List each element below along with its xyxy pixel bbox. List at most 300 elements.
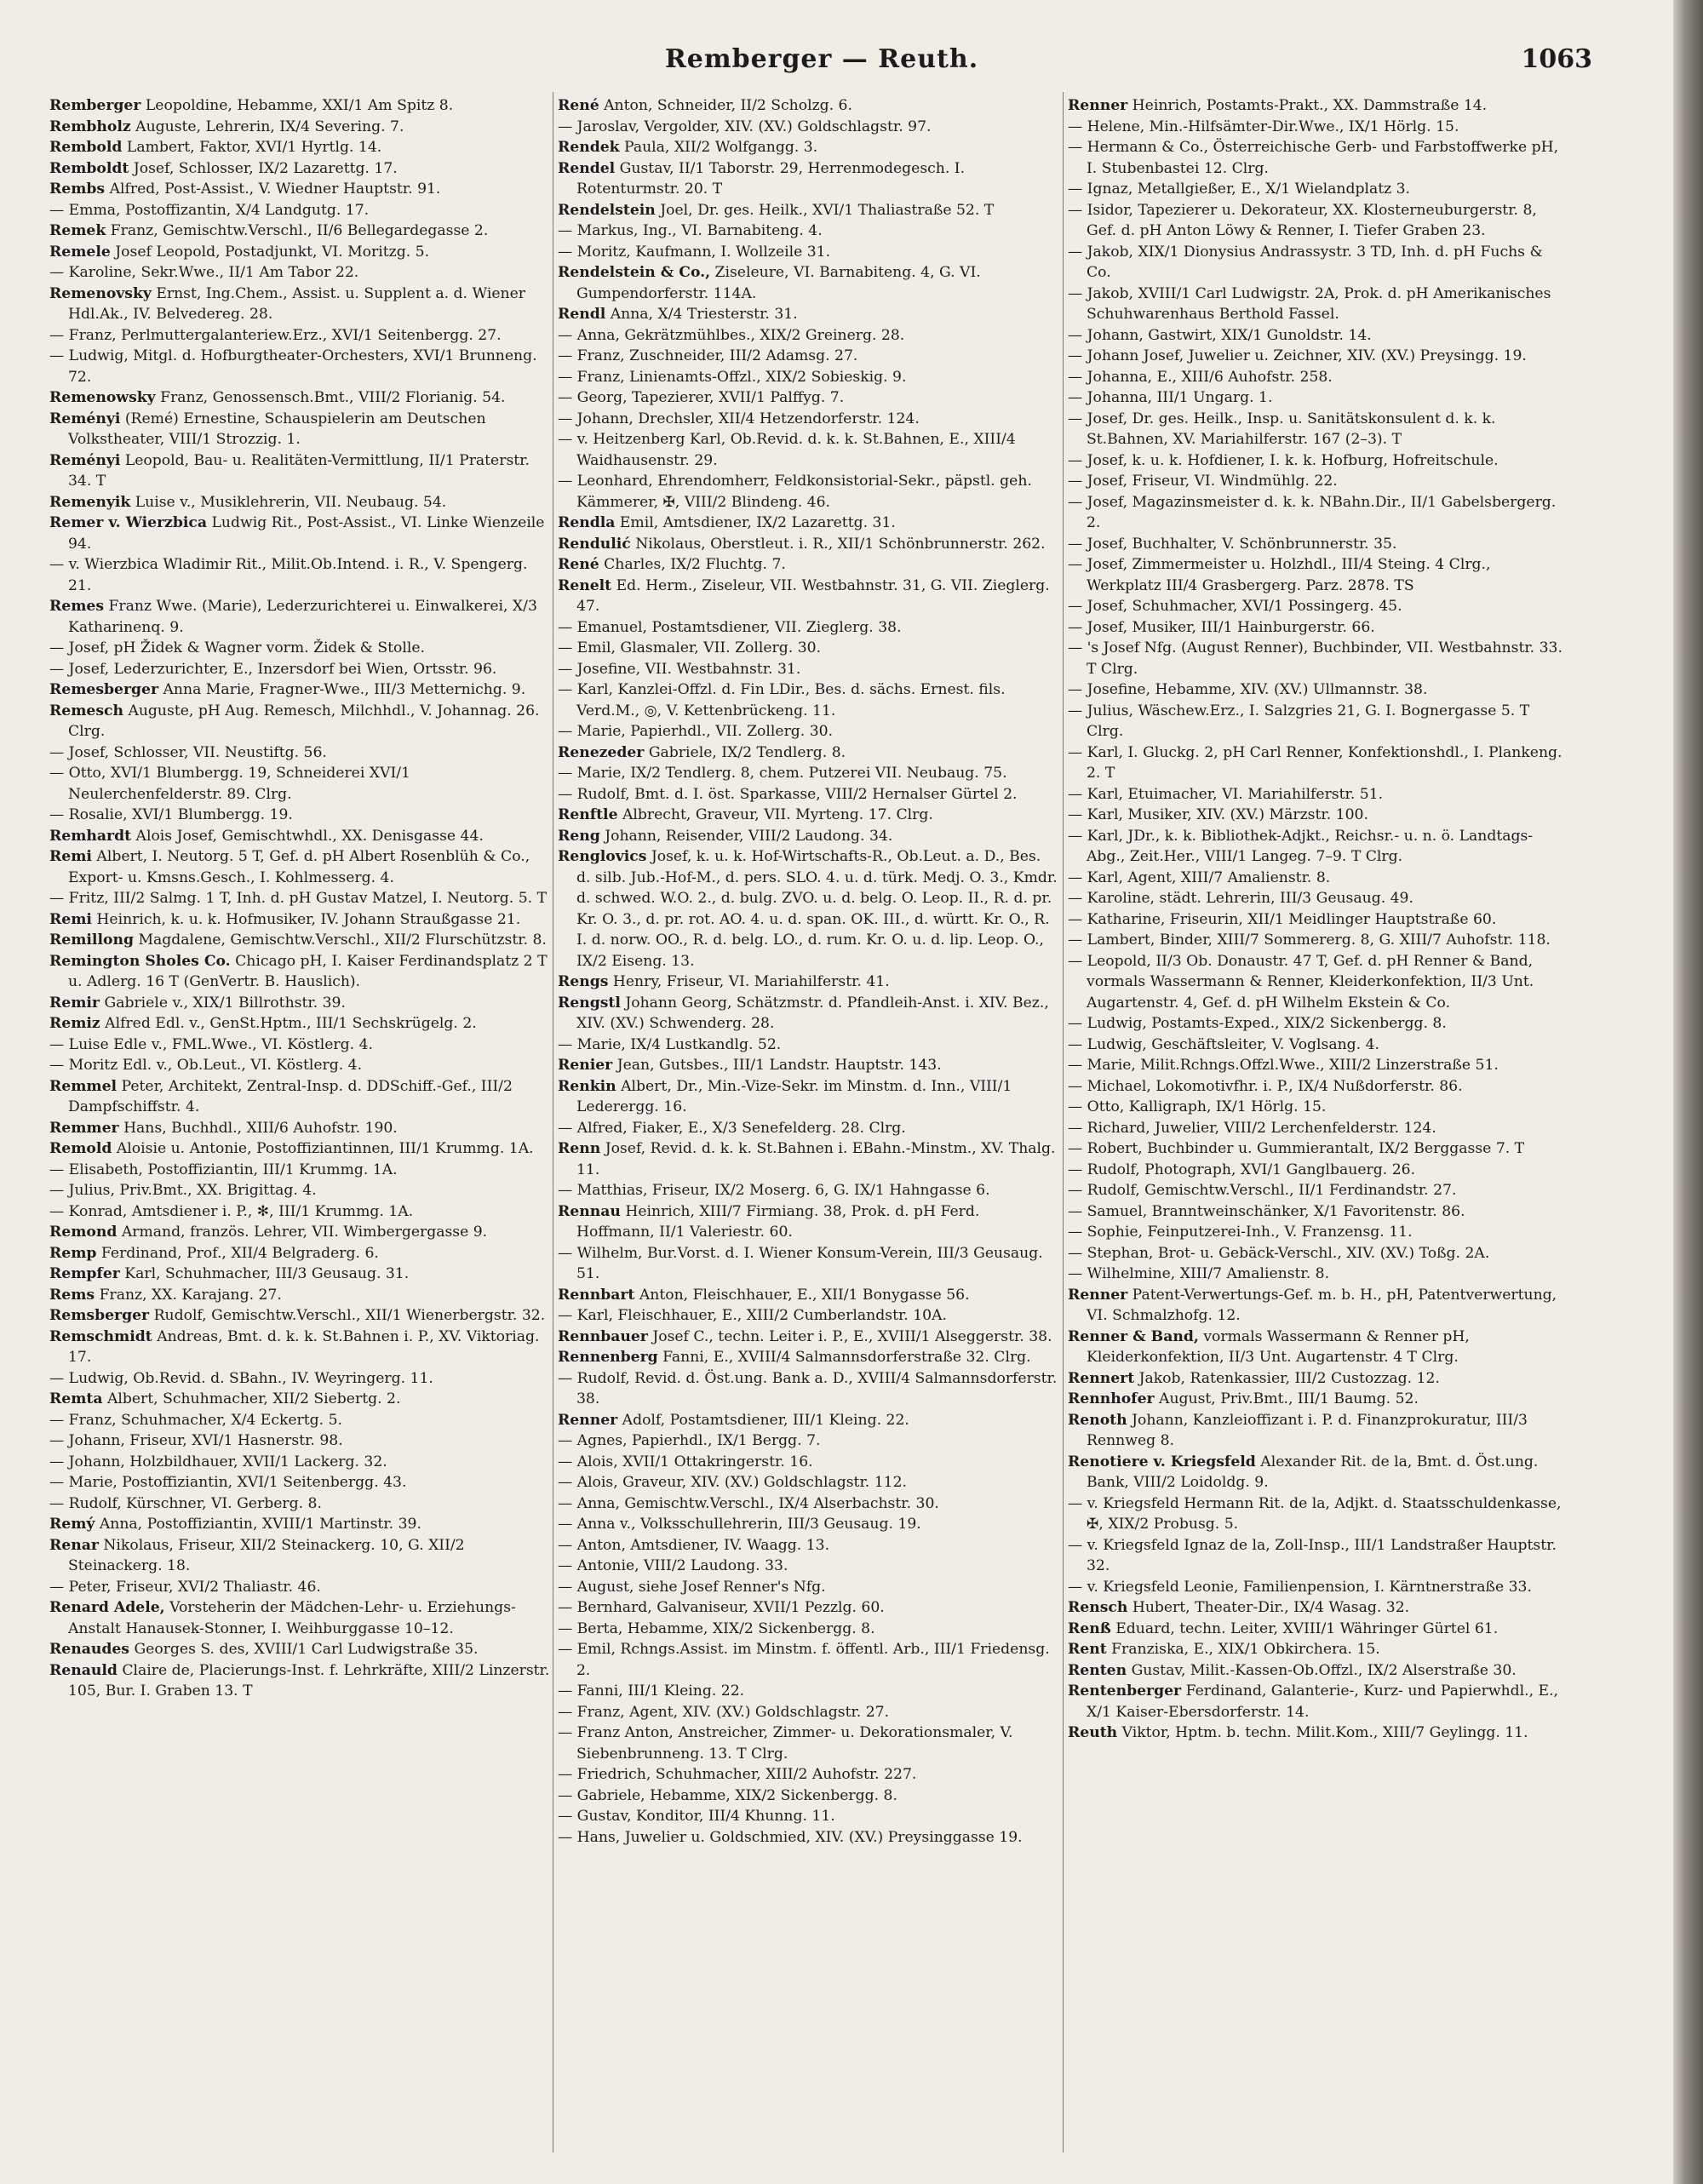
entry-surname: René bbox=[558, 556, 599, 573]
entry-text: Anna, X/4 Triesterstr. 31. bbox=[610, 306, 798, 323]
entries-columns bbox=[49, 95, 1595, 2156]
entry-surname: Rendelstein bbox=[558, 201, 656, 219]
entry-surname: Renß bbox=[1068, 1619, 1111, 1637]
directory-entry bbox=[49, 1327, 550, 1368]
directory-entry bbox=[558, 1347, 1058, 1368]
entry-text: — Moritz Edl. v., Ob.Leut., VI. Köstlerg. 4. bbox=[49, 1057, 363, 1074]
entry-text: Heinrich, XIII/7 Firmiang. 38, Prok. d. pH Ferd. Hoffmann, II/1 Valeriestr. 60. bbox=[576, 1202, 980, 1241]
directory-entry bbox=[558, 534, 1058, 555]
directory-entry bbox=[1068, 1619, 1568, 1640]
directory-entry bbox=[1068, 1410, 1568, 1452]
entry-text: Josef C., techn. Leiter i. P., E., XVIII/1 Alseggerstr. 38. bbox=[652, 1327, 1052, 1345]
directory-entry bbox=[1068, 1535, 1568, 1577]
directory-entry bbox=[49, 1160, 550, 1181]
directory-entry bbox=[558, 429, 1058, 471]
entry-surname: Remold bbox=[49, 1140, 112, 1157]
entry-text: — Emil, Rchngs.Assist. im Minstm. f. öffentl. Arb., III/1 Friedensg. 2. bbox=[558, 1641, 1050, 1679]
entry-text: Albert, Dr., Min.-Vize-Sekr. im Minstm. d. Inn., VIII/1 Lederergg. 16. bbox=[576, 1077, 1012, 1115]
directory-entry bbox=[49, 805, 550, 826]
entry-text: — Josef, Friseur, VI. Windmühlg. 22. bbox=[1068, 473, 1338, 490]
entry-surname: Remenowsky bbox=[49, 389, 156, 406]
entry-text: — Rudolf, Bmt. d. I. öst. Sparkasse, VIII/2 Hernalser Gürtel 2. bbox=[558, 785, 1018, 803]
entry-text: Claire de, Placierungs-Inst. f. Lehrkräfte, XIII/2 Linzerstr. 105, Bur. I. Graben 13. T bbox=[68, 1661, 550, 1700]
entry-text: Chicago pH, I. Kaiser Ferdinandsplatz 2 T u. Adlerg. 16 T (GenVertr. B. Hauslich). bbox=[68, 952, 548, 990]
entry-text: — Jakob, XVIII/1 Carl Ludwigstr. 2A, Prok. d. pH Amerikanisches Schuhwarenhaus Berthold Fassel. bbox=[1068, 284, 1551, 323]
entry-surname: Remer v. Wierzbica bbox=[49, 514, 208, 531]
entry-text: Johann, Kanzleioffizant i. P. d. Finanzprokuratur, III/3 Rennweg 8. bbox=[1087, 1411, 1528, 1449]
entry-text: Rudolf, Gemischtw.Verschl., XII/1 Wienerbergstr. 32. bbox=[153, 1307, 546, 1324]
entry-text: — Wilhelm, Bur.Vorst. d. I. Wiener Konsum-Verein, III/3 Geusaug. 51. bbox=[558, 1244, 1043, 1282]
entry-text: — v. Kriegsfeld Hermann Rit. de la, Adjkt. d. Staatsschuldenkasse, ✠, XIX/2 Probusg. 5. bbox=[1068, 1494, 1562, 1533]
entry-text: — Josef, pH Židek & Wagner vorm. Židek & Stolle. bbox=[49, 639, 426, 656]
entry-surname: Renner bbox=[1068, 97, 1128, 114]
directory-entry bbox=[558, 387, 1058, 409]
entry-text: — Johanna, III/1 Ungarg. 1. bbox=[1068, 389, 1273, 406]
entry-surname: Rembholz bbox=[49, 118, 131, 135]
directory-entry bbox=[558, 576, 1058, 617]
directory-entry bbox=[49, 284, 550, 325]
entry-surname: Remboldt bbox=[49, 159, 129, 177]
entry-text: — Josefine, VII. Westbahnstr. 31. bbox=[558, 660, 801, 678]
entry-surname: Reményi bbox=[49, 451, 121, 469]
page-header bbox=[51, 44, 1592, 78]
directory-entry bbox=[1068, 325, 1568, 347]
directory-entry bbox=[1068, 1160, 1568, 1181]
entry-surname: Renard Adele, bbox=[49, 1599, 165, 1616]
directory-entry bbox=[1068, 409, 1568, 450]
entry-text: — Josef, Schlosser, VII. Neustiftg. 56. bbox=[49, 743, 327, 761]
entry-text: — Johann, Drechsler, XII/4 Hetzendorferstr. 124. bbox=[558, 410, 920, 427]
entry-text: — Alfred, Fiaker, E., X/3 Senefelderg. 28. Clrg. bbox=[558, 1119, 906, 1137]
entry-text: — Katharine, Friseurin, XII/1 Meidlinger Hauptstraße 60. bbox=[1068, 910, 1497, 928]
entry-text: Josef, Revid. d. k. k. St.Bahnen i. EBahn.-Minstm., XV. Thalg. 11. bbox=[576, 1140, 1056, 1178]
directory-entry bbox=[1068, 784, 1568, 805]
entry-text: — Josef, k. u. k. Hofdiener, I. k. k. Hofburg, Hofreitschule. bbox=[1068, 451, 1499, 469]
directory-entry bbox=[49, 242, 550, 263]
entry-text: Franz, Genossensch.Bmt., VIII/2 Florianig. 54. bbox=[160, 389, 506, 406]
entry-text: — Karl, JDr., k. k. Bibliothek-Adjkt., Reichsr.- u. n. ö. Landtags-Abg., Zeit.Her., VIII/1 Langeg. 7–9. T Clrg. bbox=[1068, 827, 1534, 865]
entry-text: Anton, Fleischhauer, E., XII/1 Bonygasse 56. bbox=[639, 1286, 970, 1304]
entry-surname: Remta bbox=[49, 1390, 103, 1407]
directory-entry bbox=[49, 137, 550, 158]
entry-text: — Hermann & Co., Österreichische Gerb- und Farbstoffwerke pH, I. Stubenbastei 12. Clrg. bbox=[1068, 139, 1559, 177]
entry-surname: Rems bbox=[49, 1286, 95, 1304]
directory-entry bbox=[49, 450, 550, 492]
entry-surname: Rent bbox=[1068, 1641, 1107, 1658]
directory-entry bbox=[558, 1180, 1058, 1201]
directory-entry bbox=[558, 242, 1058, 263]
directory-entry bbox=[49, 1305, 550, 1327]
directory-entry bbox=[558, 409, 1058, 430]
entry-text: Ludwig Rit., Post-Assist., VI. Linke Wienzeile 94. bbox=[68, 514, 545, 553]
entry-text: Josef, k. u. k. Hof-Wirtschafts-R., Ob.Leut. a. D., Bes. d. silb. Jub.-Hof-M., d. pers. SLO. 4. u. d. türk. Medj. O. 3., Kmdr. d. schwed. W.O. 2., d. bulg. ZVO. u. d. belg. O. Leop. II., R. d. pr. Kr. O. 3., d. pr. rot. AO. 4. u. d. span. OK. III., d. württ. Kr. O., R. I. d. norw. OO., R. d. belg. LO., d. rum. Kr. O. u. d. lip. Leop. O., IX/2 Eiseng. 13. bbox=[576, 848, 1058, 970]
directory-entry bbox=[558, 137, 1058, 158]
entry-text: — Anna v., Volksschullehrerin, III/3 Geusaug. 19. bbox=[558, 1516, 921, 1533]
directory-entry bbox=[558, 1201, 1058, 1243]
directory-entry bbox=[558, 972, 1058, 993]
directory-entry bbox=[49, 1577, 550, 1598]
entry-surname: Rembs bbox=[49, 181, 106, 198]
entry-text: Gabriele, IX/2 Tendlerg. 8. bbox=[648, 743, 846, 761]
directory-entry bbox=[1068, 471, 1568, 492]
entry-text: Fanni, E., XVIII/4 Salmannsdorferstraße 32. Clrg. bbox=[662, 1349, 1031, 1366]
entry-text: — Markus, Ing., VI. Barnabiteng. 4. bbox=[558, 222, 823, 239]
directory-entry bbox=[558, 763, 1058, 784]
directory-entry bbox=[49, 846, 550, 888]
directory-entry bbox=[49, 1118, 550, 1139]
directory-entry bbox=[558, 117, 1058, 138]
entry-surname: Rennhofer bbox=[1068, 1390, 1155, 1407]
directory-entry bbox=[1068, 1493, 1568, 1535]
directory-entry bbox=[49, 1138, 550, 1160]
directory-entry bbox=[1068, 554, 1568, 596]
entry-text: Alfred, Post-Assist., V. Wiedner Hauptstr. 91. bbox=[109, 181, 441, 198]
entry-text: — Rudolf, Photograph, XVI/1 Ganglbauerg. 26. bbox=[1068, 1161, 1416, 1178]
entry-text: Franz Wwe. (Marie), Lederzurichterei u. Einwalkerei, X/3 Katharinenq. 9. bbox=[68, 598, 537, 636]
entry-text: — Josef, Lederzurichter, E., Inzersdorf bei Wien, Ortsstr. 96. bbox=[49, 660, 497, 678]
entry-text: — Anna, Gekrätzmühlbes., XIX/2 Greinerg. 28. bbox=[558, 326, 905, 344]
directory-entry bbox=[49, 930, 550, 951]
entry-text: Henry, Friseur, VI. Mariahilferstr. 41. bbox=[612, 973, 890, 990]
entry-surname: Remi bbox=[49, 848, 92, 865]
running-title: Remberger — Reuth. bbox=[664, 44, 979, 74]
directory-entry bbox=[49, 1076, 550, 1118]
directory-entry bbox=[558, 1452, 1058, 1473]
directory-entry bbox=[49, 346, 550, 387]
directory-entry bbox=[49, 826, 550, 847]
entry-text: Alexander Rit. de la, Bmt. d. Öst.ung. Bank, VIII/2 Loidoldg. 9. bbox=[1087, 1453, 1539, 1491]
entry-text: Aloisie u. Antonie, Postoffiziantinnen, III/1 Krummg. 1A. bbox=[116, 1140, 534, 1157]
directory-entry bbox=[49, 1035, 550, 1056]
entry-surname: Remschmidt bbox=[49, 1327, 152, 1345]
entry-text: — Josef, Dr. ges. Heilk., Insp. u. Sanitätskonsulent d. k. k. St.Bahnen, XV. Mariahilferstr. 167 (2–3). T bbox=[1068, 410, 1496, 448]
entry-text: — Sophie, Feinputzerei-Inh., V. Franzensg. 11. bbox=[1068, 1224, 1413, 1241]
entry-text: — Emma, Postoffizantin, X/4 Landgutg. 17. bbox=[49, 201, 370, 219]
entry-text: — v. Kriegsfeld Ignaz de la, Zoll-Insp., III/1 Landstraßer Hauptstr. 32. bbox=[1068, 1536, 1557, 1574]
entry-text: — Matthias, Friseur, IX/2 Moserg. 6, G. IX/1 Hahngasse 6. bbox=[558, 1182, 990, 1199]
entry-text: Anna, Postoffiziantin, XVIII/1 Martinstr. 39. bbox=[99, 1516, 421, 1533]
directory-entry bbox=[1068, 1180, 1568, 1201]
directory-entry bbox=[558, 1556, 1058, 1577]
entry-surname: Rennbauer bbox=[558, 1327, 648, 1345]
directory-entry bbox=[1068, 1327, 1568, 1368]
directory-entry bbox=[1068, 95, 1568, 117]
directory-entry bbox=[558, 304, 1058, 325]
entry-surname: Renauld bbox=[49, 1661, 118, 1679]
entry-text: Franziska, E., XIX/1 Obkirchera. 15. bbox=[1111, 1641, 1380, 1658]
entry-text: — Johann, Holzbildhauer, XVII/1 Lackerg. 32. bbox=[49, 1453, 387, 1470]
directory-entry bbox=[49, 1430, 550, 1452]
directory-entry bbox=[558, 993, 1058, 1035]
entry-text: — Marie, IX/4 Lustkandlg. 52. bbox=[558, 1035, 782, 1053]
directory-entry bbox=[49, 221, 550, 242]
directory-entry bbox=[1068, 492, 1568, 534]
entry-text: Gustav, II/1 Taborstr. 29, Herrenmodegesch. I. Rotenturmstr. 20. T bbox=[576, 159, 966, 198]
entry-surname: Renner bbox=[558, 1411, 618, 1429]
entry-text: — Franz, Perlmuttergalanteriew.Erz., XVI/1 Seitenbergg. 27. bbox=[49, 326, 502, 344]
entry-text: Lambert, Faktor, XVI/1 Hyrtlg. 14. bbox=[126, 139, 382, 156]
column-1 bbox=[49, 95, 550, 2156]
entry-text: Nikolaus, Oberstleut. i. R., XII/1 Schönbrunnerstr. 262. bbox=[635, 535, 1046, 553]
entry-text: — Franz, Agent, XIV. (XV.) Goldschlagstr. 27. bbox=[558, 1703, 890, 1721]
directory-entry bbox=[1068, 1118, 1568, 1139]
entry-text: — Karl, Etuimacher, VI. Mariahilferstr. 51. bbox=[1068, 785, 1384, 803]
entry-text: Charles, IX/2 Fluchtg. 7. bbox=[604, 556, 786, 573]
directory-entry bbox=[558, 784, 1058, 805]
directory-entry bbox=[1068, 909, 1568, 931]
entry-text: Anna Marie, Fragner-Wwe., III/3 Metternichg. 9. bbox=[163, 681, 526, 698]
directory-entry bbox=[49, 1013, 550, 1035]
directory-entry bbox=[49, 1639, 550, 1660]
directory-entry bbox=[558, 1639, 1058, 1681]
directory-entry bbox=[558, 346, 1058, 367]
directory-entry bbox=[558, 659, 1058, 680]
directory-entry bbox=[558, 679, 1058, 721]
directory-entry bbox=[1068, 826, 1568, 868]
entry-text: August, Priv.Bmt., III/1 Baumg. 52. bbox=[1159, 1390, 1419, 1407]
entry-text: Franz, XX. Karajang. 27. bbox=[99, 1286, 282, 1304]
directory-entry bbox=[558, 95, 1058, 117]
directory-entry bbox=[558, 1702, 1058, 1723]
entry-text: Magdalene, Gemischtw.Verschl., XII/2 Flurschützstr. 8. bbox=[138, 931, 547, 949]
entry-text: Emil, Amtsdiener, IX/2 Lazarettg. 31. bbox=[619, 514, 896, 531]
entry-text: Leopoldine, Hebamme, XXI/1 Am Spitz 8. bbox=[145, 97, 454, 114]
entry-text: vormals Wassermann & Renner pH, Kleiderkonfektion, II/3 Unt. Augartenstr. 4 T Clrg. bbox=[1087, 1327, 1470, 1366]
directory-entry bbox=[558, 1827, 1058, 1849]
directory-entry bbox=[558, 1368, 1058, 1410]
entry-text: — Ignaz, Metallgießer, E., X/1 Wielandplatz 3. bbox=[1068, 181, 1411, 198]
entry-surname: Remesberger bbox=[49, 681, 159, 698]
entry-text: — Isidor, Tapezierer u. Dekorateur, XX. Klosterneuburgerstr. 8, Gef. d. pH Anton Löwy & Renner, I. Tiefer Graben 23. bbox=[1068, 201, 1537, 239]
entry-text: Jakob, Ratenkassier, III/2 Custozzag. 12. bbox=[1138, 1369, 1440, 1387]
entry-text: — Franz Anton, Anstreicher, Zimmer- u. Dekorationsmaler, V. Siebenbrunneng. 13. T Clrg. bbox=[558, 1724, 1013, 1763]
entry-text: — Samuel, Branntweinschänker, X/1 Favoritenstr. 86. bbox=[1068, 1202, 1465, 1220]
directory-entry bbox=[1068, 1452, 1568, 1493]
directory-entry bbox=[558, 1472, 1058, 1493]
entry-surname: Remsberger bbox=[49, 1307, 150, 1324]
entry-text: — 's Josef Nfg. (August Renner), Buchbinder, VII. Westbahnstr. 33. T Clrg. bbox=[1068, 639, 1563, 678]
directory-entry bbox=[1068, 617, 1568, 639]
entry-surname: Remhardt bbox=[49, 827, 132, 845]
directory-entry bbox=[1068, 701, 1568, 742]
directory-entry bbox=[49, 1389, 550, 1410]
entry-surname: Remesch bbox=[49, 702, 123, 719]
entry-text: — Ludwig, Geschäftsleiter, V. Voglsang. 4. bbox=[1068, 1035, 1380, 1053]
directory-entry bbox=[49, 951, 550, 993]
entry-text: — Peter, Friseur, XVI/2 Thaliastr. 46. bbox=[49, 1578, 321, 1596]
entry-text: Josef Leopold, Postadjunkt, VI. Moritzg. 5. bbox=[115, 243, 430, 261]
entry-text: — Jakob, XIX/1 Dionysius Andrassystr. 3 TD, Inh. d. pH Fuchs & Co. bbox=[1068, 243, 1543, 281]
directory-entry bbox=[558, 805, 1058, 826]
directory-entry bbox=[49, 742, 550, 764]
directory-entry bbox=[49, 1472, 550, 1493]
entry-text: — Ludwig, Mitgl. d. Hofburgtheater-Orchesters, XVI/1 Brunneng. 72. bbox=[49, 347, 537, 386]
entry-text: Andreas, Bmt. d. k. k. St.Bahnen i. P., XV. Viktoriag. 17. bbox=[68, 1327, 540, 1366]
column-2 bbox=[558, 95, 1058, 2156]
directory-entry bbox=[49, 117, 550, 138]
entry-text: — Franz, Schuhmacher, X/4 Eckertg. 5. bbox=[49, 1411, 343, 1429]
entry-surname: Renkin bbox=[558, 1077, 616, 1095]
directory-entry bbox=[1068, 1097, 1568, 1118]
entry-text: — Bernhard, Galvaniseur, XVII/1 Pezzlg. 60. bbox=[558, 1599, 885, 1616]
entry-text: — Otto, XVI/1 Blumbergg. 19, Schneiderei XVI/1 Neulerchenfelderstr. 89. Clrg. bbox=[49, 765, 410, 803]
directory-entry bbox=[49, 993, 550, 1014]
entry-text: — Georg, Tapezierer, XVII/1 Palffyg. 7. bbox=[558, 389, 845, 406]
entry-text: (Remé) Ernestine, Schauspielerin am Deutschen Volkstheater, VIII/1 Strozzig. 1. bbox=[68, 410, 486, 448]
directory-entry bbox=[558, 1327, 1058, 1348]
directory-entry bbox=[1068, 367, 1568, 388]
entry-surname: Renar bbox=[49, 1536, 99, 1554]
directory-entry bbox=[49, 1660, 550, 1702]
entry-surname: Renner bbox=[1068, 1286, 1128, 1304]
entry-text: Gabriele v., XIX/1 Billrothstr. 39. bbox=[104, 994, 346, 1012]
entry-text: — v. Kriegsfeld Leonie, Familienpension, I. Kärntnerstraße 33. bbox=[1068, 1578, 1532, 1596]
entry-text: — Alois, Graveur, XIV. (XV.) Goldschlagstr. 112. bbox=[558, 1474, 907, 1491]
entry-text: Albrecht, Graveur, VII. Myrteng. 17. Clrg. bbox=[622, 806, 933, 823]
directory-entry bbox=[558, 1076, 1058, 1118]
directory-entry bbox=[49, 1493, 550, 1515]
entry-text: — Alois, XVII/1 Ottakringerstr. 16. bbox=[558, 1453, 813, 1470]
directory-entry bbox=[49, 158, 550, 180]
entry-surname: Rensch bbox=[1068, 1599, 1128, 1616]
directory-entry bbox=[1068, 1368, 1568, 1390]
directory-entry bbox=[49, 1285, 550, 1306]
directory-entry bbox=[49, 1535, 550, 1577]
entry-text: Eduard, techn. Leiter, XVIII/1 Währinger Gürtel 61. bbox=[1115, 1619, 1499, 1637]
entry-surname: Remberger bbox=[49, 97, 141, 114]
directory-entry bbox=[558, 1786, 1058, 1807]
entry-surname: Remenyik bbox=[49, 493, 131, 511]
entry-surname: Renoth bbox=[1068, 1411, 1127, 1429]
directory-entry bbox=[1068, 888, 1568, 909]
directory-entry bbox=[558, 617, 1058, 639]
directory-entry bbox=[558, 1410, 1058, 1431]
entry-text: Alfred Edl. v., GenSt.Hptm., III/1 Sechskrügelg. 2. bbox=[105, 1015, 477, 1032]
entry-text: — Josef, Buchhalter, V. Schönbrunnerstr. 35. bbox=[1068, 535, 1397, 553]
entry-text: — Johann, Friseur, XVI/1 Hasnerstr. 98. bbox=[49, 1432, 343, 1449]
directory-entry bbox=[1068, 1285, 1568, 1327]
entry-text: — Fritz, III/2 Salmg. 1 T, Inh. d. pH Gustav Matzel, I. Neutorg. 5. T bbox=[49, 890, 548, 907]
directory-entry bbox=[558, 1118, 1058, 1139]
directory-entry bbox=[49, 1222, 550, 1243]
directory-entry bbox=[49, 679, 550, 701]
directory-entry bbox=[558, 513, 1058, 534]
entry-text: — Berta, Hebamme, XIX/2 Sickenbergg. 8. bbox=[558, 1619, 875, 1637]
directory-entry bbox=[558, 1535, 1058, 1556]
entry-text: Nikolaus, Friseur, XII/2 Steinackerg. 10, G. XII/2 Steinackerg. 18. bbox=[68, 1536, 465, 1574]
entry-text: Josef, Schlosser, IX/2 Lazarettg. 17. bbox=[133, 159, 398, 177]
directory-entry bbox=[558, 1430, 1058, 1452]
entry-surname: Rendl bbox=[558, 306, 606, 323]
entry-surname: Renezeder bbox=[558, 743, 645, 761]
entry-text: Karl, Schuhmacher, III/3 Geusaug. 31. bbox=[124, 1265, 410, 1282]
directory-entry bbox=[1068, 596, 1568, 617]
entry-text: — Lambert, Binder, XIII/7 Sommererg. 8, G. XIII/7 Auhofstr. 118. bbox=[1068, 931, 1551, 949]
page-number: 1063 bbox=[1521, 44, 1592, 74]
directory-entry bbox=[1068, 1201, 1568, 1223]
entry-surname: Renner & Band, bbox=[1068, 1327, 1199, 1345]
entry-surname: Renotiere v. Kriegsfeld bbox=[1068, 1453, 1256, 1470]
entry-text: Auguste, Lehrerin, IX/4 Severing. 7. bbox=[135, 118, 404, 135]
directory-entry bbox=[558, 1806, 1058, 1827]
entry-text: Hubert, Theater-Dir., IX/4 Wasag. 32. bbox=[1132, 1599, 1410, 1616]
directory-entry bbox=[558, 158, 1058, 200]
entry-surname: Remington Sholes Co. bbox=[49, 952, 231, 970]
directory-entry bbox=[558, 1619, 1058, 1640]
entry-surname: Remek bbox=[49, 222, 106, 239]
entry-text: — Johann, Gastwirt, XIX/1 Gunoldstr. 14. bbox=[1068, 326, 1372, 344]
entry-surname: Rennenberg bbox=[558, 1349, 658, 1366]
directory-entry bbox=[49, 1264, 550, 1285]
directory-entry bbox=[1068, 1723, 1568, 1744]
entry-surname: Renier bbox=[558, 1057, 613, 1074]
entry-text: Ferdinand, Galanterie-, Kurz- und Papierwhdl., E., X/1 Kaiser-Ebersdorferstr. 14. bbox=[1087, 1682, 1559, 1721]
directory-entry bbox=[1068, 137, 1568, 179]
entry-text: Anton, Schneider, II/2 Scholzg. 6. bbox=[604, 97, 852, 114]
entry-text: — Leopold, II/3 Ob. Donaustr. 47 T, Gef. d. pH Renner & Band, vormals Wassermann & Renner, Kleiderkonfektion, II/3 Unt. Augartenstr. 4, Gef. d. pH Wilhelm Ekstein & Co. bbox=[1068, 952, 1534, 1012]
directory-entry bbox=[49, 1514, 550, 1535]
entry-surname: Remmer bbox=[49, 1119, 119, 1137]
entry-text: Auguste, pH Aug. Remesch, Milchhdl., V. Johannag. 26. Clrg. bbox=[68, 702, 540, 740]
entry-text: — Marie, IX/2 Tendlerg. 8, chem. Putzerei VII. Neubaug. 75. bbox=[558, 765, 1007, 782]
directory-entry bbox=[49, 200, 550, 221]
entry-surname: Rentenberger bbox=[1068, 1682, 1182, 1700]
directory-entry bbox=[1068, 179, 1568, 200]
entry-text: — Julius, Wäschew.Erz., I. Salzgries 21, G. I. Bognergasse 5. T Clrg. bbox=[1068, 702, 1530, 740]
entry-text: Leopold, Bau- u. Realitäten-Vermittlung, II/1 Praterstr. 34. T bbox=[68, 451, 530, 490]
directory-entry bbox=[49, 179, 550, 200]
directory-entry bbox=[1068, 1639, 1568, 1660]
entry-text: — Antonie, VIII/2 Laudong. 33. bbox=[558, 1557, 788, 1574]
directory-entry bbox=[49, 325, 550, 347]
entry-text: Joel, Dr. ges. Heilk., XVI/1 Thaliastraße 52. T bbox=[660, 201, 995, 219]
entry-surname: Rembold bbox=[49, 139, 123, 156]
directory-entry bbox=[1068, 450, 1568, 472]
entry-text: — Moritz, Kaufmann, I. Wollzeile 31. bbox=[558, 243, 831, 261]
entry-text: — Michael, Lokomotivfhr. i. P., IX/4 Nußdorferstr. 86. bbox=[1068, 1077, 1463, 1095]
directory-entry bbox=[1068, 284, 1568, 325]
directory-entry bbox=[1068, 534, 1568, 555]
entry-surname: Renftle bbox=[558, 806, 618, 823]
entry-text: — Marie, Postoffiziantin, XVI/1 Seitenbergg. 43. bbox=[49, 1474, 407, 1491]
entry-text: — Josef, Magazinsmeister d. k. k. NBahn.Dir., II/1 Gabelsbergerg. 2. bbox=[1068, 493, 1557, 531]
entry-text: — Josef, Musiker, III/1 Hainburgerstr. 66. bbox=[1068, 618, 1375, 636]
directory-entry bbox=[1068, 1035, 1568, 1056]
entry-surname: Renaudes bbox=[49, 1641, 129, 1658]
entry-text: — Franz, Linienamts-Offzl., XIX/2 Sobieskig. 9. bbox=[558, 368, 907, 386]
entry-text: Albert, I. Neutorg. 5 T, Gef. d. pH Albert Rosenblüh & Co., Export- u. Kmsns.Gesch., I. Kohlmesserg. 4. bbox=[68, 848, 530, 886]
directory-entry bbox=[558, 826, 1058, 847]
directory-entry bbox=[49, 1055, 550, 1076]
entry-text: — Johanna, E., XIII/6 Auhofstr. 258. bbox=[1068, 368, 1333, 386]
entry-text: Johann Georg, Schätzmstr. d. Pfandleih-Anst. i. XIV. Bez., XIV. (XV.) Schwenderg. 28. bbox=[576, 994, 1049, 1032]
directory-entry bbox=[49, 638, 550, 659]
entry-surname: Remmel bbox=[49, 1077, 118, 1095]
entry-text: — Hans, Juwelier u. Goldschmied, XIV. (XV.) Preysinggasse 19. bbox=[558, 1828, 1023, 1846]
directory-entry bbox=[558, 1493, 1058, 1515]
entry-text: — Rudolf, Gemischtw.Verschl., II/1 Ferdinandstr. 27. bbox=[1068, 1182, 1457, 1199]
directory-entry bbox=[558, 1597, 1058, 1619]
directory-entry bbox=[1068, 346, 1568, 367]
directory-entry bbox=[49, 701, 550, 742]
entry-text: — Rudolf, Kürschner, VI. Gerberg. 8. bbox=[49, 1494, 322, 1512]
directory-entry bbox=[49, 554, 550, 596]
entry-text: Ed. Herm., Ziseleur, VII. Westbahnstr. 31, G. VII. Zieglerg. 47. bbox=[576, 576, 1050, 615]
directory-entry bbox=[1068, 742, 1568, 784]
directory-entry bbox=[558, 221, 1058, 242]
entry-text: Vorsteherin der Mädchen-Lehr- u. Erziehungs-Anstalt Hanausek-Stonner, I. Weihburggasse 10–12. bbox=[68, 1599, 516, 1637]
entry-text: — Richard, Juwelier, VIII/2 Lerchenfelderstr. 124. bbox=[1068, 1119, 1436, 1137]
